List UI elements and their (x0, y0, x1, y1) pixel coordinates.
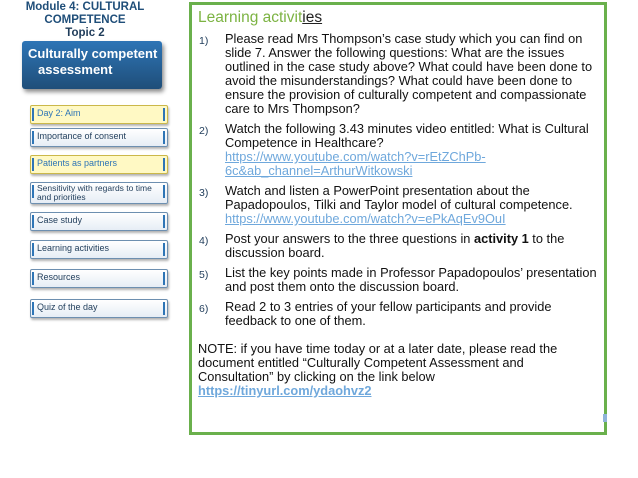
activity-item-6 (198, 300, 598, 328)
content-box (189, 2, 607, 435)
nav-item-importance-of-consent[interactable]: Importance of consent (30, 128, 168, 147)
activity-text-before: Post your answers to the three questions in (225, 231, 474, 246)
banner-line-2: assessment (38, 62, 113, 77)
nav-item-quiz-of-the-day[interactable]: Quiz of the day (30, 299, 168, 318)
activity-text: List the key points made in Professor Papadopoulos’ presentation and post them onto the discussion board. (225, 265, 597, 294)
activity-text: Watch and listen a PowerPoint presentation about the Papadopoulos, Tilki and Taylor model of cultural competence. (225, 183, 573, 212)
activity-item-1 (198, 32, 598, 116)
nav-item-resources[interactable]: Resources (30, 269, 168, 288)
activity-number: 4) (199, 235, 209, 247)
document-link[interactable]: https://tinyurl.com/ydaohvz2 (198, 383, 372, 398)
activity-item-5 (198, 266, 598, 294)
banner-line-1: Culturally competent (28, 46, 158, 61)
activity-number: 5) (199, 269, 209, 281)
section-banner (22, 41, 162, 89)
activity-number: 3) (199, 187, 209, 199)
sidebar (0, 0, 188, 478)
nav-item-sensitivity[interactable]: Sensitivity with regards to time and priorities (30, 182, 168, 204)
note-text: NOTE: if you have time today or at a later date, please read the document entitled “Culturally Competent Assessment and Consultation” by clicking on the link below (198, 341, 558, 384)
nav-item-learning-activities[interactable]: Learning activities (30, 240, 168, 259)
activity-item-3 (198, 184, 598, 226)
activity-number: 2) (199, 125, 209, 137)
activity-text-after: to the discussion board. (225, 231, 565, 260)
activity-text-bold: activity 1 (473, 231, 529, 246)
nav-item-case-study[interactable]: Case study (30, 212, 168, 231)
video-link-papadopoulos-model[interactable]: https://www.youtube.com/watch?v=ePkAqEv9OuI (225, 211, 506, 226)
video-link-cultural-competence[interactable]: https://www.youtube.com/watch?v=rEtZChPb-6c&ab_channel=ArthurWitkowski (225, 149, 486, 178)
activity-item-4 (198, 232, 598, 260)
content-title-part1: Learning activit (198, 9, 303, 26)
activity-number: 6) (199, 303, 209, 315)
activity-number: 1) (199, 35, 209, 47)
activity-list (198, 32, 598, 328)
activity-item-2 (198, 122, 598, 178)
module-title: Module 4: CULTURAL COMPETENCE (25, 1, 145, 26)
activity-text: Read 2 to 3 entries of your fellow participants and provide feedback to one of them. (225, 299, 552, 328)
nav-item-day2-aim[interactable]: Day 2: Aim (30, 105, 168, 124)
module-header (10, 1, 160, 40)
content-title-part2: ies (302, 9, 323, 26)
activity-text: Please read Mrs Thompson’s case study which you can find on slide 7. Answer the following questions: What are the issues outlined in the case study above? What could have been done to avoid the misunderstandings? What could have been done to ensure the provision of culturally competent and compassionate care to Mrs Thompson? (225, 31, 593, 116)
content-title (198, 9, 598, 26)
nav-item-patients-as-partners[interactable]: Patients as partners (30, 155, 168, 174)
module-topic: Topic 2 (65, 27, 105, 39)
activity-text: Watch the following 3.43 minutes video entitled: What is Cultural Competence in Healthcare? (225, 121, 589, 150)
decorative-marker (603, 414, 607, 422)
